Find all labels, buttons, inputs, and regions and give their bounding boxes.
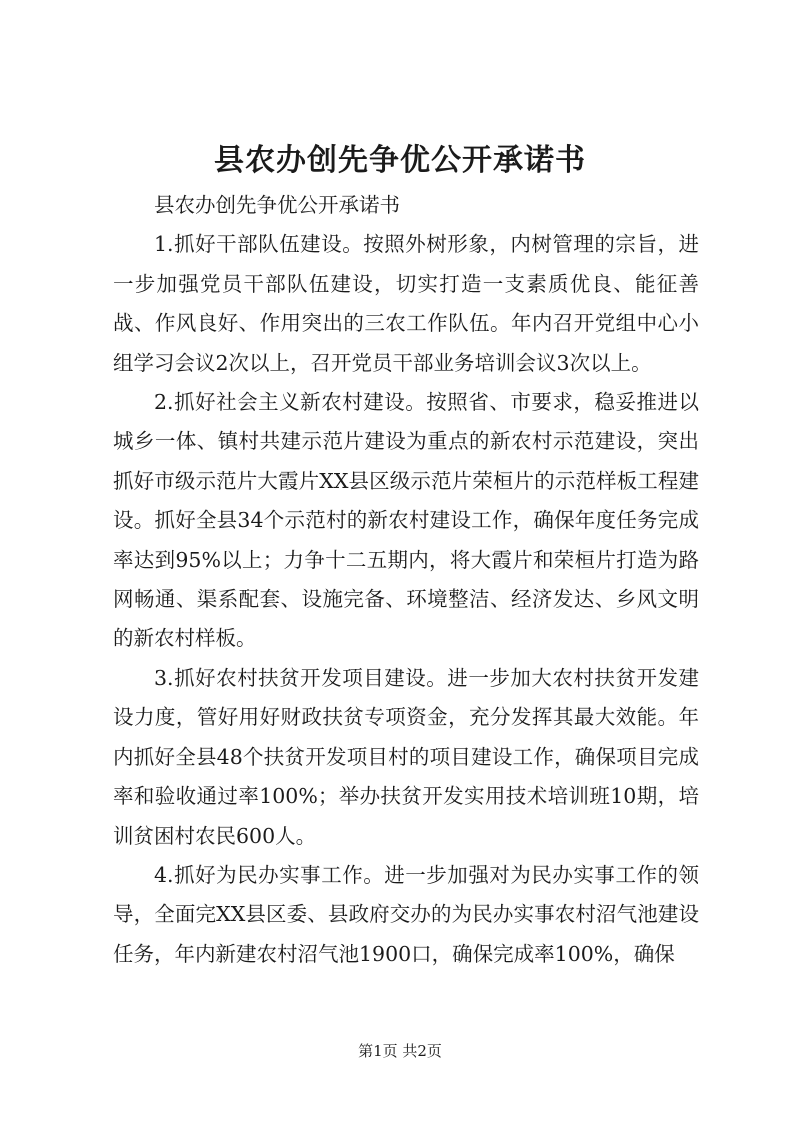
paragraph-2: 2.抓好社会主义新农村建设。按照省、市要求，稳妥推进以城乡一体、镇村共建示范片建设为重点的新农村示范建设，突出抓好市级示范片大霞片XX县区级示范片荣桓片的示范样板工程建设。抓好全县34个示范村的新农村建设工作，确保年度任务完成率达到95%以上；力争十二五期内，将大霞片和荣桓片打造为路网畅通、渠系配套、设施完备、环境整洁、经济发达、乡风文明的新农村样板。 [113, 390, 699, 651]
paragraph-4: 4.抓好为民办实事工作。进一步加强对为民办实事工作的领导，全面完XX县区委、县政府交办的为民办实事农村沼气池建设任务，年内新建农村沼气池1900口，确保完成率100%，确保 [113, 862, 699, 966]
paragraph-1: 1.抓好干部队伍建设。按照外树形象，内树管理的宗旨，进一步加强党员干部队伍建设，切实打造一支素质优良、能征善战、作风良好、作用突出的三农工作队伍。年内召开党组中心小组学习会议2次以上，召开党员干部业务培训会议3次以上。 [113, 232, 699, 375]
page-footer: 第1页 共2页 [358, 1042, 442, 1060]
paragraph-3: 3.抓好农村扶贫开发项目建设。进一步加大农村扶贫开发建设力度，管好用好财政扶贫专项资金，充分发挥其最大效能。年内抓好全县48个扶贫开发项目村的项目建设工作，确保项目完成率和验收通过率100%；举办扶贫开发实用技术培训班10期，培训贫困村农民600人。 [113, 665, 699, 848]
document-body [113, 186, 699, 974]
document-title: 县农办创先争优公开承诺书 [214, 143, 586, 178]
subtitle-line: 县农办创先争优公开承诺书 [154, 193, 400, 217]
